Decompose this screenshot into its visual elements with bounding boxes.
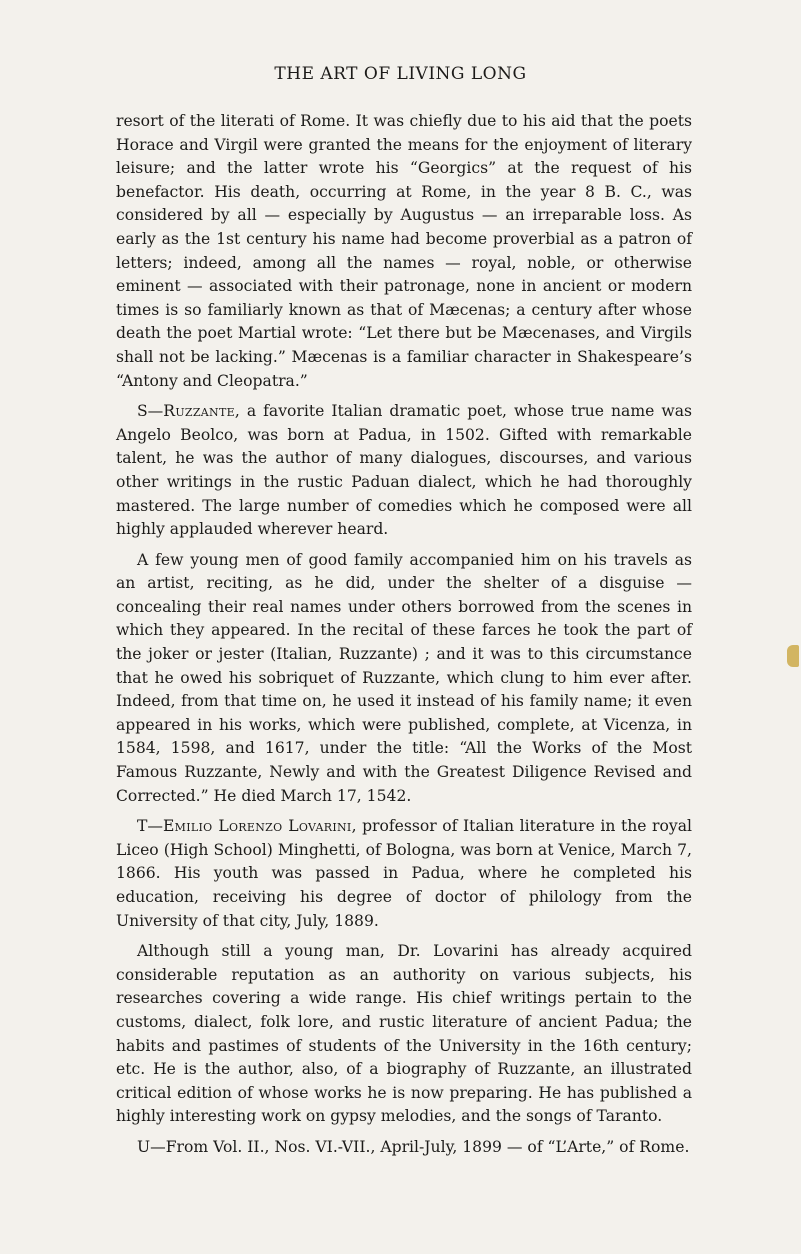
entry-text-ruzzante: , a favorite Italian dramatic poet, whose true name was Angelo Beolco, was born at Padua, in 1502. Gifted with remarkable talent, he was the author of many dialogues, discourses, and various other writings in the rustic Paduan dialect, which he had thoroughly mastered. The large number of comedies which he composed were all highly applauded wherever heard. <box>116 402 692 539</box>
running-head: THE ART OF LIVING LONG <box>274 64 527 84</box>
entry-name-lovarini: Emilio Lorenzo Lovarini <box>163 817 352 836</box>
note-letter-t: T— <box>137 817 163 836</box>
note-letter-s: S— <box>137 402 164 421</box>
page-tab-mark <box>787 645 799 667</box>
paragraph-source-note: U—From Vol. II., Nos. VI.-VII., April-July, 1899 — of “L’Arte,” of Rome. <box>137 1137 690 1156</box>
paragraph-maecenas: resort of the literati of Rome. It was chiefly due to his aid that the poets Horace and Virgil were granted the means for the enjoyment of literary leisure; and the latter wrote his “Georgics” at the request of his benefactor. His death, occurring at Rome, in the year 8 B. C., was considered by all — especially by Augustus — an irreparable loss. As early as the 1st century his name had become proverbial as a patron of letters; indeed, among all the names — royal, noble, or otherwise eminent — associated with their patronage, none in ancient or modern times is so familiarly known as that of Mæcenas; a century after whose death the poet Martial wrote: “Let there but be Mæcenases, and Virgils shall not be lacking.” Mæcenas is a familiar character in Shakespeare’s “Antony and Cleopatra.” <box>116 112 692 390</box>
entry-text-lovarini: , professor of Italian literature in the royal Liceo (High School) Minghetti, of Bologna, was born at Venice, March 7, 1866. His youth was passed in Padua, where he completed his education, receiving his degree of doctor of philology from the University of that city, July, 1889. <box>116 817 692 930</box>
paragraph-lovarini <box>116 815 692 933</box>
paragraph-travels: A few young men of good family accompanied him on his travels as an artist, reciting, as he did, under the shelter of a disguise — concealing their real names under others borrowed from the scenes in which they appeared. In the recital of these farces he took the part of the joker or jester (Italian, Ruzzante) ; and it was to this circumstance that he owed his sobriquet of Ruzzante, which clung to him ever after. Indeed, from that time on, he used it instead of his family name; it even appeared in his works, which were published, complete, at Vicenza, in 1584, 1598, and 1617, under the title: “All the Works of the Most Famous Ruzzante, Newly and with the Greatest Diligence Revised and Corrected.” He died March 17, 1542. <box>116 550 692 805</box>
body-text <box>116 110 692 1167</box>
entry-name-ruzzante: Ruzzante <box>163 402 235 421</box>
paragraph-reputation: Although still a young man, Dr. Lovarini has already acquired considerable reputation as an authority on various subjects, his researches covering a wide range. His chief writings pertain to the customs, dialect, folk lore, and rustic literature of ancient Padua; the habits and pastimes of students of the University in the 16th century; etc. He is the author, also, of a biography of Ruzzante, an illustrated critical edition of whose works he is now preparing. He has published a highly interesting work on gypsy melodies, and the songs of Taranto. <box>116 942 692 1126</box>
paragraph-ruzzante <box>116 400 692 542</box>
